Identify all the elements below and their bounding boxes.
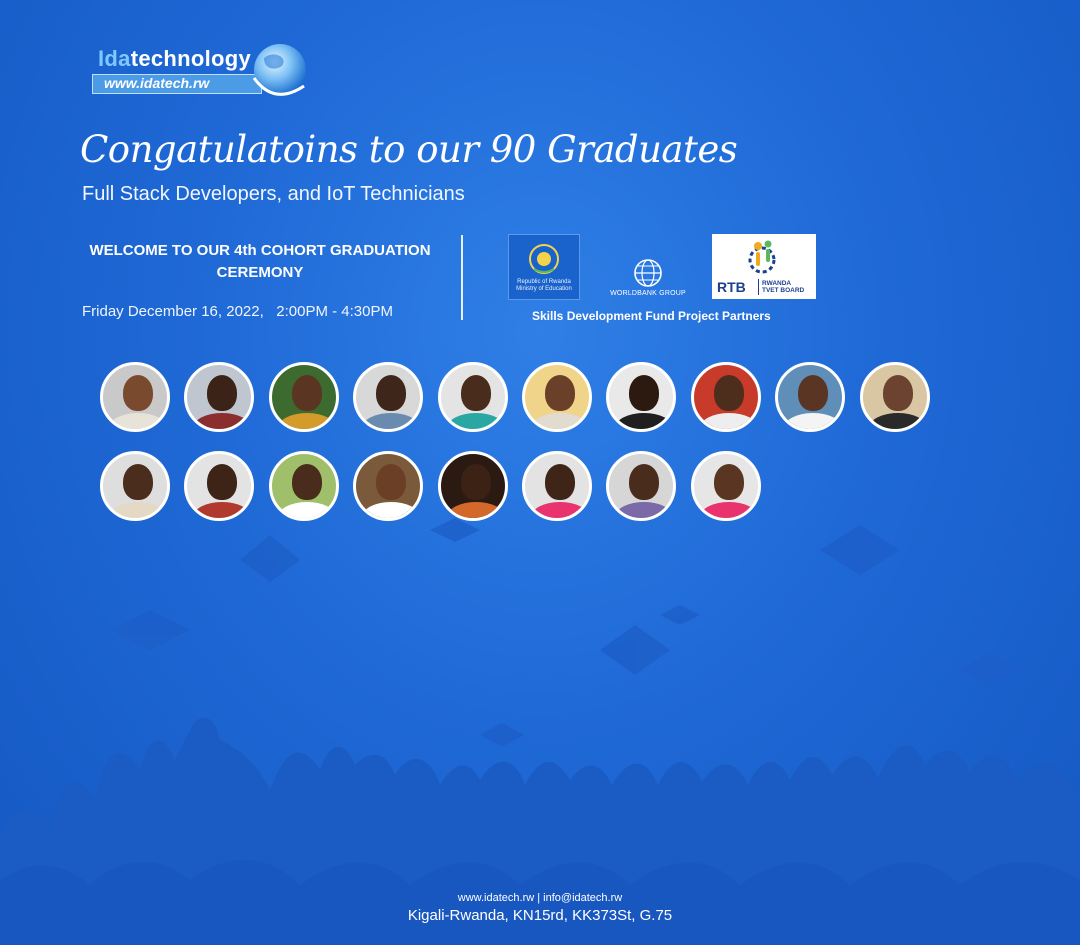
graduate-face bbox=[461, 375, 491, 411]
graduate-shirt bbox=[784, 413, 842, 432]
rtb-gear-icon bbox=[744, 238, 780, 276]
graduate-avatar bbox=[438, 362, 508, 432]
event-datetime: Friday December 16, 2022, 2:00PM - 4:30PM bbox=[82, 303, 393, 320]
rtb-fullname: RWANDA TVET BOARD bbox=[762, 280, 805, 294]
worldbank-text: WORLDBANK GROUP bbox=[610, 290, 686, 297]
welcome-message bbox=[80, 240, 440, 284]
graduate-shirt bbox=[362, 413, 420, 432]
graduate-face bbox=[883, 375, 913, 411]
graduate-avatar bbox=[100, 362, 170, 432]
graduate-face bbox=[292, 375, 322, 411]
idatechnology-logo bbox=[90, 38, 305, 108]
graduate-face bbox=[207, 464, 237, 500]
graduate-shirt bbox=[278, 413, 336, 432]
worldbank-globe-icon bbox=[633, 258, 663, 288]
worldbank-logo bbox=[598, 258, 698, 302]
graduate-shirt bbox=[869, 413, 927, 432]
graduate-face bbox=[376, 375, 406, 411]
graduate-avatar bbox=[606, 362, 676, 432]
graduate-avatar bbox=[353, 451, 423, 521]
graduate-avatar bbox=[184, 362, 254, 432]
graduate-avatar bbox=[691, 451, 761, 521]
ministry-of-education-logo bbox=[508, 234, 580, 300]
graduate-face bbox=[207, 375, 237, 411]
footer-contacts: www.idatech.rw | info@idatech.rw bbox=[457, 892, 623, 904]
graduate-avatar bbox=[691, 362, 761, 432]
graduate-avatar bbox=[184, 451, 254, 521]
graduate-avatar bbox=[269, 362, 339, 432]
graduate-face bbox=[714, 464, 744, 500]
graduate-shirt bbox=[700, 413, 758, 432]
rtb-logo bbox=[712, 234, 816, 299]
graduation-crowd-silhouette bbox=[0, 500, 1080, 945]
welcome-line-2: CEREMONY bbox=[216, 264, 304, 281]
footer-address: Kigali-Rwanda, KN15rd, KK373St, G.75 bbox=[407, 907, 673, 924]
graduate-face bbox=[629, 464, 659, 500]
graduate-avatar bbox=[775, 362, 845, 432]
divider bbox=[461, 235, 463, 320]
graduate-avatar bbox=[100, 451, 170, 521]
graduate-face bbox=[376, 464, 406, 500]
graduate-face bbox=[461, 464, 491, 500]
partners-caption: Skills Development Fund Project Partners bbox=[532, 309, 771, 323]
graduate-avatar bbox=[522, 451, 592, 521]
graduate-face bbox=[714, 375, 744, 411]
page-title: Congatulatoins to our 90 Graduates bbox=[80, 128, 738, 171]
rtb-divider bbox=[758, 279, 759, 295]
graduate-face bbox=[292, 464, 322, 500]
graduate-face bbox=[629, 375, 659, 411]
graduate-avatar bbox=[606, 451, 676, 521]
graduate-face bbox=[123, 464, 153, 500]
graduate-face bbox=[545, 464, 575, 500]
logo-url: www.idatech.rw bbox=[104, 75, 210, 91]
graduate-avatar bbox=[522, 362, 592, 432]
rtb-abbreviation: RTB bbox=[717, 279, 746, 295]
graduate-shirt bbox=[193, 413, 251, 432]
graduate-avatar bbox=[353, 362, 423, 432]
page-subtitle: Full Stack Developers, and IoT Technicians bbox=[82, 183, 465, 205]
graduate-shirt bbox=[109, 413, 167, 432]
ministry-text: Republic of Rwanda Ministry of Education bbox=[516, 279, 572, 292]
graduate-shirt bbox=[447, 413, 505, 432]
logo-wordmark: Idatechnology bbox=[98, 46, 252, 71]
rwanda-seal-icon bbox=[528, 243, 560, 275]
graduate-face bbox=[545, 375, 575, 411]
welcome-line-1: WELCOME TO OUR 4th COHORT GRADUATION bbox=[89, 242, 431, 259]
graduate-avatar bbox=[269, 451, 339, 521]
graduate-face bbox=[123, 375, 153, 411]
graduate-avatar bbox=[860, 362, 930, 432]
graduate-avatar bbox=[438, 451, 508, 521]
graduate-shirt bbox=[615, 413, 673, 432]
graduate-shirt bbox=[531, 413, 589, 432]
globe-icon bbox=[250, 38, 306, 104]
graduate-face bbox=[798, 375, 828, 411]
